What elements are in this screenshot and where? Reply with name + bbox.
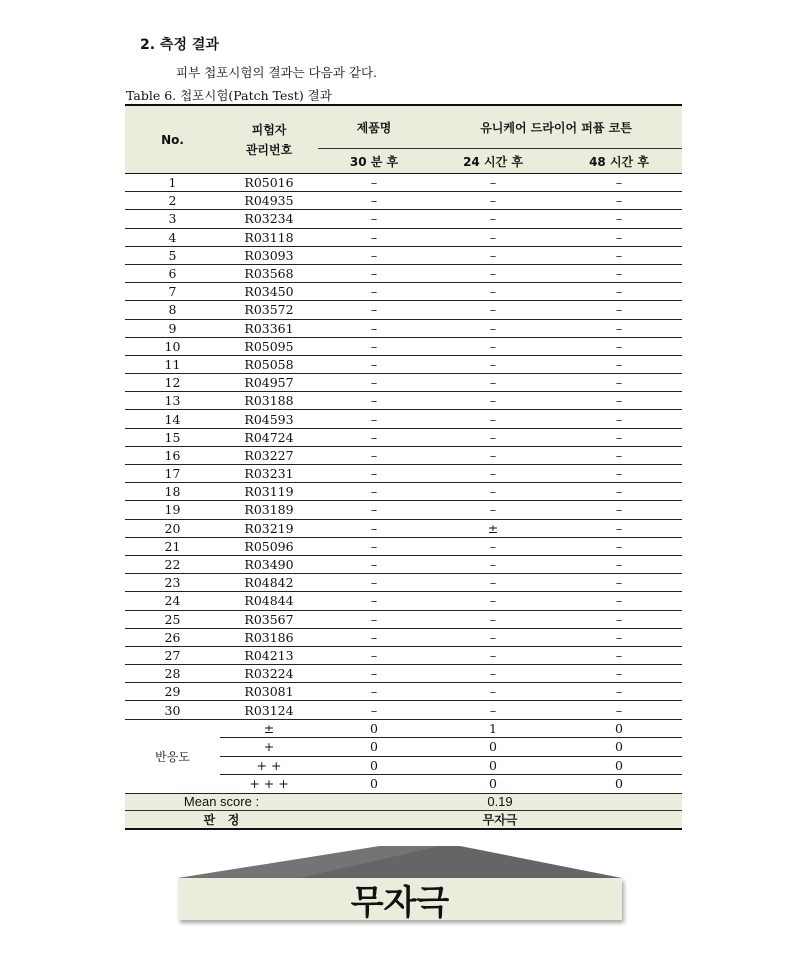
cell-t1: – <box>318 555 430 573</box>
cell-id: R03361 <box>220 319 318 337</box>
cell-t3: – <box>556 519 682 537</box>
cell-t1: – <box>318 192 430 210</box>
cell-t1: – <box>318 483 430 501</box>
cell-t1: – <box>318 665 430 683</box>
cell-t3: – <box>556 337 682 355</box>
cell-t3: – <box>556 592 682 610</box>
cell-t3: – <box>556 192 682 210</box>
header-subject-id: 피험자 관리번호 <box>220 105 318 174</box>
mean-score-label: Mean score : <box>125 793 318 810</box>
cell-no: 10 <box>125 337 220 355</box>
cell-id: R04213 <box>220 646 318 664</box>
cell-t3: – <box>556 228 682 246</box>
cell-t3: – <box>556 246 682 264</box>
cell-t2: – <box>430 174 556 192</box>
cell-t3: – <box>556 374 682 392</box>
cell-no: 19 <box>125 501 220 519</box>
cell-t2: – <box>430 228 556 246</box>
cell-t1: – <box>318 519 430 537</box>
cell-t2: – <box>430 628 556 646</box>
cell-no: 12 <box>125 374 220 392</box>
cell-t2: – <box>430 646 556 664</box>
cell-no: 6 <box>125 264 220 282</box>
cell-t2: – <box>430 501 556 519</box>
cell-t1: – <box>318 683 430 701</box>
cell-t2: – <box>430 210 556 228</box>
cell-t1: – <box>318 446 430 464</box>
cell-t2: – <box>430 337 556 355</box>
cell-id: R03234 <box>220 210 318 228</box>
cell-t3: – <box>556 392 682 410</box>
cell-no: 26 <box>125 628 220 646</box>
cell-t3: – <box>556 210 682 228</box>
cell-t1: – <box>318 610 430 628</box>
cell-id: R03189 <box>220 501 318 519</box>
cell-t2: – <box>430 665 556 683</box>
cell-t3: – <box>556 283 682 301</box>
cell-no: 27 <box>125 646 220 664</box>
cell-t1: – <box>318 246 430 264</box>
cell-t3: – <box>556 683 682 701</box>
cell-t1: – <box>318 174 430 192</box>
reaction-cell-t2: 1 <box>430 719 556 738</box>
cell-t1: – <box>318 319 430 337</box>
cell-t2: – <box>430 701 556 719</box>
cell-t1: – <box>318 628 430 646</box>
cell-no: 23 <box>125 574 220 592</box>
cell-t1: – <box>318 374 430 392</box>
cell-t3: – <box>556 665 682 683</box>
reaction-label: 반응도 <box>125 719 220 793</box>
header-30min: 30 분 후 <box>318 149 430 174</box>
verdict-value: 무자극 <box>318 810 682 829</box>
cell-id: R04842 <box>220 574 318 592</box>
cell-id: R05058 <box>220 355 318 373</box>
cell-no: 3 <box>125 210 220 228</box>
reaction-cell-t3: 0 <box>556 719 682 738</box>
reaction-cell-t2: 0 <box>430 756 556 775</box>
cell-no: 7 <box>125 283 220 301</box>
header-product-label: 제품명 <box>318 105 430 149</box>
cell-id: R04593 <box>220 410 318 428</box>
cell-t1: – <box>318 574 430 592</box>
cell-no: 25 <box>125 610 220 628</box>
table-caption: Table 6. 첩포시험(Patch Test) 결과 <box>126 88 332 103</box>
cell-t1: – <box>318 592 430 610</box>
verdict-label: 판 정 <box>125 810 318 829</box>
reaction-cell-t3: 0 <box>556 756 682 775</box>
cell-no: 22 <box>125 555 220 573</box>
header-product-name: 유니케어 드라이어 퍼퓸 코튼 <box>430 105 682 149</box>
cell-t3: – <box>556 555 682 573</box>
reaction-cell-t3: 0 <box>556 775 682 794</box>
cell-t3: – <box>556 410 682 428</box>
cell-t2: – <box>430 283 556 301</box>
cell-t3: – <box>556 628 682 646</box>
cell-no: 9 <box>125 319 220 337</box>
cell-id: R05016 <box>220 174 318 192</box>
cell-t2: ± <box>430 519 556 537</box>
cell-t1: – <box>318 210 430 228</box>
cell-t2: – <box>430 264 556 282</box>
cell-t3: – <box>556 646 682 664</box>
cell-no: 13 <box>125 392 220 410</box>
mean-score-value: 0.19 <box>318 793 682 810</box>
cell-no: 17 <box>125 465 220 483</box>
cell-no: 15 <box>125 428 220 446</box>
cell-t1: – <box>318 465 430 483</box>
cell-t3: – <box>556 355 682 373</box>
cell-t1: – <box>318 392 430 410</box>
cell-id: R03224 <box>220 665 318 683</box>
cell-t3: – <box>556 465 682 483</box>
cell-t2: – <box>430 428 556 446</box>
cell-t1: – <box>318 646 430 664</box>
cell-t2: – <box>430 592 556 610</box>
section-title: 2. 측정 결과 <box>140 37 219 53</box>
cell-id: R03093 <box>220 246 318 264</box>
header-24h: 24 시간 후 <box>430 149 556 174</box>
cell-no: 29 <box>125 683 220 701</box>
cell-t3: – <box>556 701 682 719</box>
cell-t1: – <box>318 428 430 446</box>
header-48h: 48 시간 후 <box>556 149 682 174</box>
cell-t1: – <box>318 283 430 301</box>
cell-t1: – <box>318 264 430 282</box>
cell-t2: – <box>430 446 556 464</box>
cell-t2: – <box>430 374 556 392</box>
cell-id: R03490 <box>220 555 318 573</box>
cell-id: R03231 <box>220 465 318 483</box>
cell-t2: – <box>430 574 556 592</box>
cell-t2: – <box>430 683 556 701</box>
cell-t3: – <box>556 319 682 337</box>
cell-id: R03572 <box>220 301 318 319</box>
reaction-cell-t3: 0 <box>556 738 682 757</box>
cell-id: R04935 <box>220 192 318 210</box>
reaction-cell-t1: 0 <box>318 719 430 738</box>
reaction-cell-t1: 0 <box>318 738 430 757</box>
cell-t2: – <box>430 319 556 337</box>
cell-t3: – <box>556 574 682 592</box>
cell-t3: – <box>556 428 682 446</box>
reaction-cell-grade: + + + <box>220 775 318 794</box>
cell-id: R04957 <box>220 374 318 392</box>
cell-t3: – <box>556 446 682 464</box>
cell-t3: – <box>556 174 682 192</box>
intro-text: 피부 첩포시험의 결과는 다음과 같다. <box>176 65 377 80</box>
cell-t2: – <box>430 410 556 428</box>
cell-no: 28 <box>125 665 220 683</box>
cell-no: 30 <box>125 701 220 719</box>
cell-t1: – <box>318 701 430 719</box>
cell-no: 5 <box>125 246 220 264</box>
cell-id: R03118 <box>220 228 318 246</box>
cell-no: 1 <box>125 174 220 192</box>
cell-t1: – <box>318 537 430 555</box>
cell-no: 24 <box>125 592 220 610</box>
cell-id: R03567 <box>220 610 318 628</box>
cell-id: R03124 <box>220 701 318 719</box>
cell-id: R04724 <box>220 428 318 446</box>
cell-t3: – <box>556 301 682 319</box>
cell-t2: – <box>430 483 556 501</box>
cell-id: R03227 <box>220 446 318 464</box>
cell-id: R03568 <box>220 264 318 282</box>
cell-no: 14 <box>125 410 220 428</box>
cell-t3: – <box>556 501 682 519</box>
cell-t2: – <box>430 192 556 210</box>
cell-t1: – <box>318 501 430 519</box>
cell-t3: – <box>556 483 682 501</box>
cell-no: 2 <box>125 192 220 210</box>
cell-id: R05095 <box>220 337 318 355</box>
cell-id: R03081 <box>220 683 318 701</box>
reaction-cell-grade: ± <box>220 719 318 738</box>
cell-t2: – <box>430 355 556 373</box>
cell-t2: – <box>430 610 556 628</box>
reaction-cell-t2: 0 <box>430 738 556 757</box>
reaction-cell-grade: + + <box>220 756 318 775</box>
cell-id: R03186 <box>220 628 318 646</box>
reaction-cell-t1: 0 <box>318 775 430 794</box>
cell-t2: – <box>430 301 556 319</box>
cell-id: R03450 <box>220 283 318 301</box>
cell-t2: – <box>430 537 556 555</box>
cell-id: R04844 <box>220 592 318 610</box>
reaction-cell-t2: 0 <box>430 775 556 794</box>
cell-t1: – <box>318 337 430 355</box>
cell-no: 4 <box>125 228 220 246</box>
cell-t1: – <box>318 301 430 319</box>
cell-no: 8 <box>125 301 220 319</box>
cell-no: 11 <box>125 355 220 373</box>
cell-t2: – <box>430 392 556 410</box>
cell-t3: – <box>556 264 682 282</box>
cell-id: R05096 <box>220 537 318 555</box>
cell-no: 16 <box>125 446 220 464</box>
reaction-cell-t1: 0 <box>318 756 430 775</box>
cell-t1: – <box>318 355 430 373</box>
cell-t1: – <box>318 410 430 428</box>
cell-no: 20 <box>125 519 220 537</box>
cell-t3: – <box>556 610 682 628</box>
cell-no: 18 <box>125 483 220 501</box>
cell-id: R03219 <box>220 519 318 537</box>
header-no: No. <box>125 105 220 174</box>
cell-t2: – <box>430 555 556 573</box>
cell-t2: – <box>430 246 556 264</box>
cell-no: 21 <box>125 537 220 555</box>
cell-id: R03119 <box>220 483 318 501</box>
reaction-cell-grade: + <box>220 738 318 757</box>
cell-t2: – <box>430 465 556 483</box>
verdict-banner: 무자극 <box>178 878 622 920</box>
cell-t1: – <box>318 228 430 246</box>
cell-t3: – <box>556 537 682 555</box>
cell-id: R03188 <box>220 392 318 410</box>
